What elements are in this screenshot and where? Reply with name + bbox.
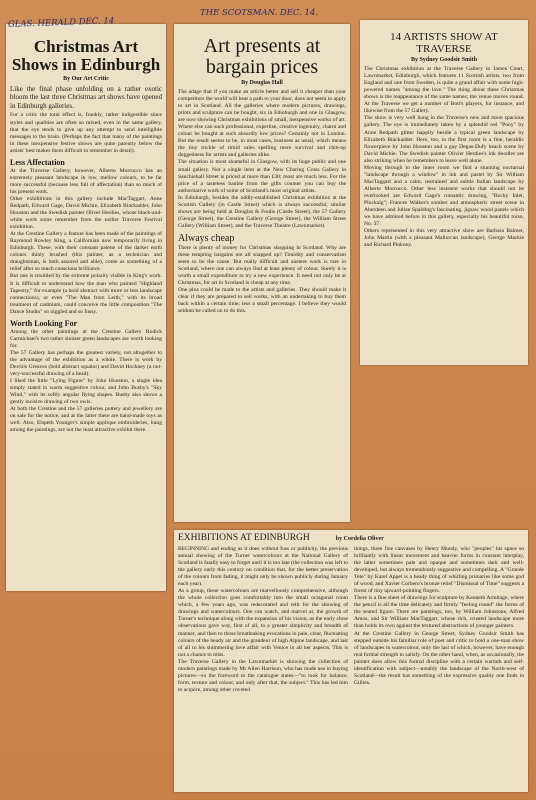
subheading: Worth Looking For bbox=[10, 318, 78, 328]
paragraph: In Edinburgh, besides the oddly-established Christmas exhibition at the Scottish Gallery (in Castle Street) which is always successful, similar shows are being held at Douglas & Foulis (Castle Street), the 57 Gallery (George Street), the Crestine Gallery (George Street), the William Street Gallery (William Street), and the Traverse Theatre (Lawnmarket). bbox=[178, 194, 346, 229]
paragraph: The adage that if you make an article better and sell it cheaper than your competitors the world will beat a path to your door, does not seem to apply to art in Scotland. All the galleries where modern pictures, drawings, prints and sculpture can be bought, six in Edinburgh and one in Glasgow, are now showing Christmas exhibitions of small, inexpensive works of art. Where else can such professional, expertise, creative ingenuity, charm and colour be bought at such absurdly low prices? Certainly not in London. But the result seems to be, in most cases, business as usual, which means the tiny trickle of timid sales spelling mere survival and chin-up doggedness for artists and galleries alike. bbox=[178, 89, 346, 159]
paragraph: The Christmas exhibition at the Traverse Gallery in James Court, Lawnmarket, Edinburgh, which features 11 Scottish artists, two from England and one from Sweden, is quite a grand affair with some high-powered names "among the lave." The thing about these Christmas shows is the reappearance of the same names; the venue moves round. At the Traverse we get a number of Bott's players, for instance, and likewise from the 57 Gallery. bbox=[364, 66, 524, 115]
headline: Art presents at bargain prices bbox=[203, 35, 321, 78]
paragraph: At the Traverse Gallery, however, Alberto Morrocco has an extremely pleasant landscape in low, mellow colours, to be far more successful (because less full of affectation) than so much of his present work. bbox=[10, 167, 162, 195]
paragraph: The 57 Gallery has perhaps the greatest variety, not altogether to the advantage of the exhibition as a whole. There is work by Derrick Greaves (bold abstract squalor) and David Hockney (a not-very-successful drawing of a head). bbox=[10, 349, 162, 378]
paragraph: But one is troubled by the extreme polarity visible in King's work. It is difficult to understand how the man who painted "Highland Tapestry," for example (a bold abstract with more or less landscape connections), or even "The Man from Leith," with its broad treatment of cadmium, could conceive the little composition "The Dance Studio" so niggled and so fussy. bbox=[10, 273, 162, 315]
handwritten-source-note: THE SCOTSMAN. DEC. 14. bbox=[200, 8, 319, 18]
paragraph: At the Crestine Gallery a feature has been made of the paintings of Raymond Rowley King, a Californian now temporarily living in Edinburgh. These, with their constant palette of the darker earth colours thinly brushed (this painter, as a technician and draughtsman, is both assured and able), come as something of a relief after so much conscious brilliance. bbox=[10, 231, 162, 273]
paragraph: There is plenty of money for Christmas shopping in Scotland. Why are these tempting bargains not all snapped up? Timidity and conservatism seem to be the cause. But really difficult and austere work is rare in Scotland, where one can always find at least plenty of colour. Surely it is worth a small expenditure to try a new experience. It need not only be at Christmas, for art in Scotland is cheap at any time. bbox=[178, 244, 346, 287]
paragraph: The show is very well hung in the Traverse's new and more spacious gallery. The eye is immediately taken by a splendid red "Pony" by Anne Redpath glitter happily beside a typical green landscape by Elizabeth Blackadder. Here, too, in the first room is a fine, heraldic flowerpiece by John Houston and a gay Degas-Dufy beach scene by David Michie. The Swedish painter Olivier Herdies's ink doodles are also striking when he remembers to leave well alone. bbox=[364, 115, 524, 164]
column-right bbox=[354, 546, 524, 694]
column-left bbox=[178, 546, 348, 694]
paragraph: Moving through to the inner room we find a stunning nocturnal "landscape through a window" in ink and pastel by Sir William MacTaggart and a calm, restrained and subtle Italian landscape by Alberto Morrocco. Other less insistent works that should not be overlooked are Edward Gage's romantic drawing, "Rocky Inlet, Plockaig"; Frances Walker's somber and atmospheric street scene in Aberdeen and Julian Spalding's fascinating, jigsaw wood panels which we have admired before in this gallery, especially his beautiful torso, No. 37. bbox=[364, 164, 524, 228]
paragraph: things, three fine canvases by Henry Mundy, who "peoples" his space so brilliantly with linear movement and heavier forms in constant interplay, the latter sometimes pale and opaque and sometimes dark and well-developed, but always tremendously suggestive and compelling. A "Grande Tete" by Karel Appel is a heady thing of whirling primaries like some god of wood, and Xavier Corbero's bronze relief "Dismissal of Time" suggests a forest of tiny upward-pointing fingers. bbox=[354, 545, 524, 595]
paragraph: The situation is most shameful in Glasgow, with its huge public and one small gallery. Not a single item at the New Charing Cross Gallery in Sauchiehall Street is priced at more than £30; most are much less. For the price of a tasteless bauble from the gifts counter you can buy the authoritative work of some of Scotland's most original artists. bbox=[178, 159, 346, 194]
clipping-exhibitions-edinburgh bbox=[174, 530, 528, 792]
paragraph: BEGINNING and ending as it does without fuss or publicity, the previous annual showing of the Turner watercolours at the National Gallery of Scotland is fatally easy to forget until it is too late (the collection was left to the gallery early this century on condition that, for the better preservation of the colours from fading, it might only be shown publicly during January each year). bbox=[178, 545, 348, 588]
paragraph: One plea could be made to the artists and galleries. They should make it clear if they are prepared to sell works, with an undertaking to buy them back within a certain time; less a small percentage. I believe they would seldom be called on to do this. bbox=[178, 287, 346, 315]
article-columns bbox=[178, 546, 524, 694]
paragraph: Among the other paintings at the Crestine Gallery Rodick Carmichael's two rather sinister green landscapes are worth looking for. bbox=[10, 328, 162, 349]
paragraph: There is a fine sheet of drawings for sculpture by Kenneth Armitage, where the pencil is all the time delicately and firmly "feeling round" the forms of the seated figure. There are paintings, too, by William Johnstone, Alfred Amos, and Sir William MacTaggart, whose rich, crusted landscape more than holds its own against the textured abstractions of younger painters. bbox=[354, 595, 524, 630]
byline: By Sydney Goodsir Smith bbox=[410, 57, 478, 64]
clipping-glasgow-herald bbox=[6, 24, 166, 591]
headline: 14 ARTISTS SHOW AT TRAVERSE bbox=[390, 31, 498, 55]
paragraph: As a group, these watercolours are marvellously comprehensive, although the whole collection goes comfortably into the small octagonal room which, a few years ago, was redecorated and relit for the showing of drawings and watercolours. One can watch, and marvel at, the growth of Turner's technique along with the expansion of his vision, as the early close observations gave way, first of all, to a greater simplicity and breadth of manner, and then to those breathtaking evocations in pale, clear, fluctuating colours of the heady air and the grandeur of high Alpine landscape, and last of all to his shimmering love affair with Venice in all her aspects. This is not a chance to miss. bbox=[178, 588, 348, 658]
clipping-scotsman bbox=[174, 24, 350, 522]
handwritten-source-note: GLAS. HERALD DEC. 14 bbox=[7, 16, 115, 30]
subheading: Always cheap bbox=[178, 232, 235, 244]
byline: by Cordelia Oliver bbox=[335, 536, 384, 542]
intro-paragraph: Like the final phase unfolding on a rather exotic bloom the last three Christmas art shows have opened in Edinburgh galleries. bbox=[10, 84, 162, 110]
paragraph: I liked the little "Lying Figure" by John Houston, a single idea simply stated in warm suggestive colour, and John Busby's "Sky Wind," with its softly angular flying shapes. Busby also shows a gently incisive drawing of two owls. bbox=[10, 378, 162, 406]
paragraph: Others represented in this very attractive show are Barbara Balmer, John Martin (with a pleasant Mallorcan landscape), George Mackie and Richard Pinkney. bbox=[364, 228, 524, 249]
paragraph: For a critic the total effect is, frankly, rather indigestible since styles and qualities are often so mixed, even in the same gallery, that the eye tends to give up any attempt to send intelligible messages to the brain. (Perhaps the fact that many of the paintings in these inexpensive festive shows are quite patently below the artists' best makes them difficult to remember in detail). bbox=[10, 112, 162, 154]
paragraph: At the Crestine Gallery in George Street, Sydney Goodsir Smith has stepped outside his familiar role of poet and critic to hold a one-man show of landscapes in watercolour, only the last of which, however, have enough real formal strength to satisfy. On the other hand, when, as occasionally, the painter does allow this formal discipline with a certain warmth and self-identification with subject—notably the landscape of the North-west of Scotland—the result has something of the expressive quality one finds in Gillies. bbox=[354, 630, 524, 686]
clipping-traverse bbox=[360, 20, 528, 365]
paragraph: At both the Crestine and the 57 galleries pottery and jewellery are on sale for the notice, and at the latter there are hand-made toys as well. Also, Elspeth Younger's simple applique embroideries, hung among the paintings, are not the least attractive exhibit there. bbox=[10, 406, 162, 434]
byline: By Douglas Hall bbox=[241, 80, 283, 86]
paragraph: Other exhibitions in this gallery include MacTaggart, Anne Redpath, Edward Gage, David Michie, Elizabeth Blackadder, John Houston and the Swedish painter Oliver Herdies, whose black-and-white work some remember from the earlier Traverse Festival exhibition. bbox=[10, 195, 162, 231]
headline: Christmas Art Shows in Edinburgh bbox=[11, 37, 161, 74]
byline: By Our Art Critic bbox=[63, 75, 109, 82]
paragraph: The Traverse Gallery in the Lawnmarket is showing the collection of modern paintings made by Mr Allen Harrison, who has made use in buying pictures—so the foreword to the catalogue states—"to look for balance, form, texture and colour, and only after that, the subject." This has led him to acquire, among other coveted bbox=[178, 658, 348, 693]
subheading: Less Affectation bbox=[10, 157, 65, 167]
headline: EXHIBITIONS AT EDINBURGH bbox=[178, 533, 310, 543]
